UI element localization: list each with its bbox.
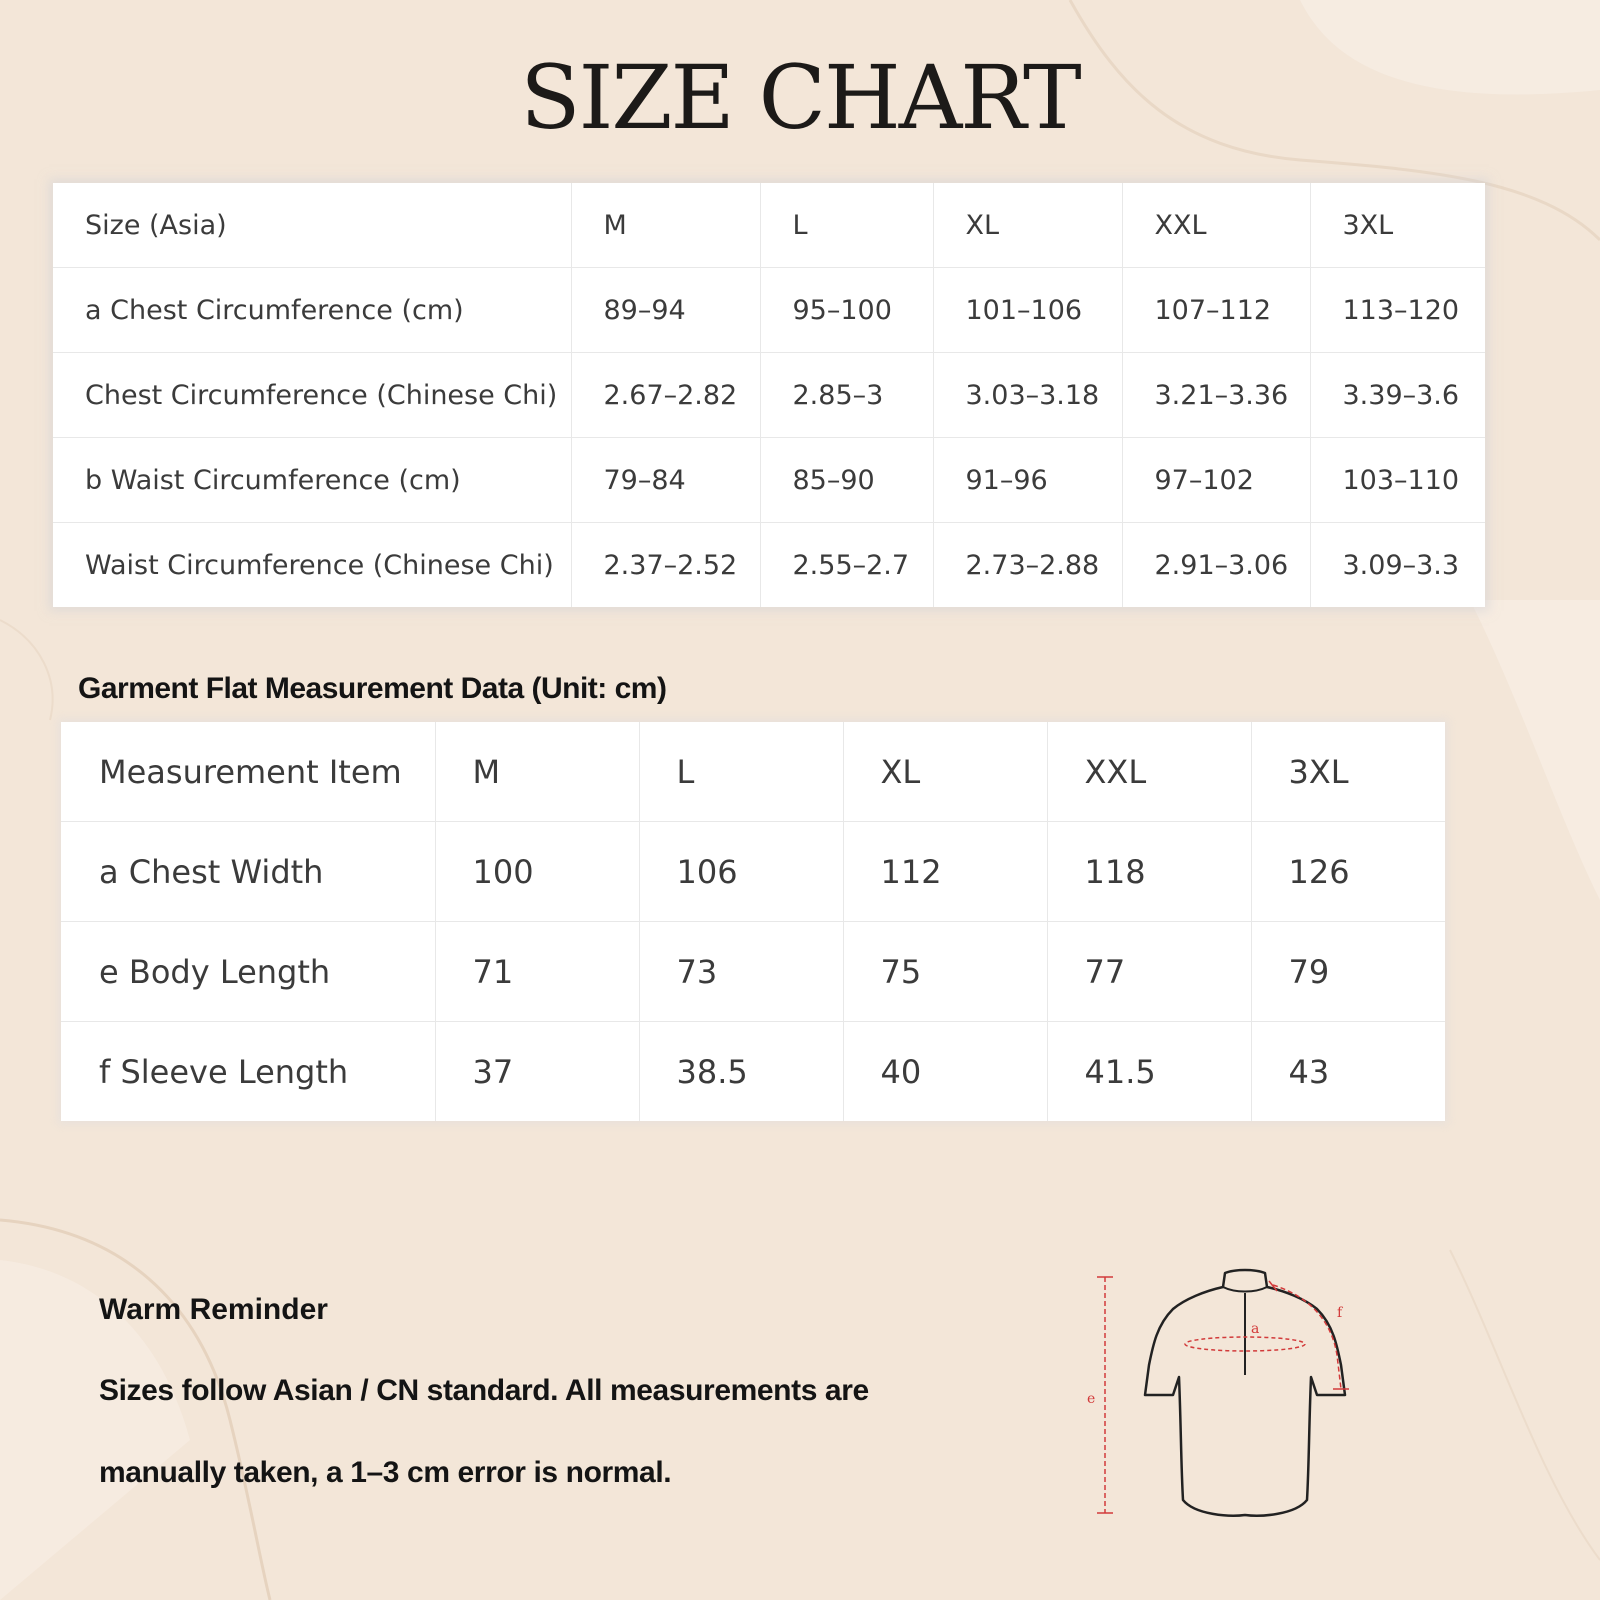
table-header-cell: Measurement Item xyxy=(61,722,435,822)
table-cell: 118 xyxy=(1047,822,1251,922)
table-header-cell: M xyxy=(571,183,760,268)
table-cell: 107–112 xyxy=(1122,268,1310,353)
table-header-cell: XXL xyxy=(1122,183,1310,268)
table-cell: 38.5 xyxy=(639,1022,843,1122)
table-header-cell: L xyxy=(760,183,933,268)
table-row xyxy=(61,822,1445,922)
table-cell: 103–110 xyxy=(1310,438,1485,523)
table-cell: 79–84 xyxy=(571,438,760,523)
table-cell: 3.39–3.6 xyxy=(1310,353,1485,438)
table-cell: 97–102 xyxy=(1122,438,1310,523)
table-cell: 71 xyxy=(435,922,639,1022)
table-cell: 113–120 xyxy=(1310,268,1485,353)
table-header-cell: L xyxy=(639,722,843,822)
table-cell: 112 xyxy=(843,822,1047,922)
table-header-cell: 3XL xyxy=(1251,722,1445,822)
table-cell: Chest Circumference (Chinese Chi) xyxy=(53,353,571,438)
table-cell: 2.67–2.82 xyxy=(571,353,760,438)
table-header-cell: XXL xyxy=(1047,722,1251,822)
table-cell: 75 xyxy=(843,922,1047,1022)
table-row xyxy=(61,1022,1445,1122)
table-cell: 40 xyxy=(843,1022,1047,1122)
table-cell: 101–106 xyxy=(933,268,1122,353)
table-cell: a Chest Width xyxy=(61,822,435,922)
jersey-measurement-diagram xyxy=(1085,1265,1385,1535)
table-cell: f Sleeve Length xyxy=(61,1022,435,1122)
page-title: SIZE CHART xyxy=(520,46,1080,149)
table-cell: 91–96 xyxy=(933,438,1122,523)
garment-table xyxy=(61,722,1445,1121)
table-header-row xyxy=(53,183,1485,268)
table-header-cell: XL xyxy=(933,183,1122,268)
table-cell: 2.85–3 xyxy=(760,353,933,438)
garment-heading: Garment Flat Measurement Data (Unit: cm) xyxy=(78,672,667,705)
table-row xyxy=(53,438,1485,523)
table-row xyxy=(53,353,1485,438)
size-table xyxy=(53,183,1485,607)
label-e: e xyxy=(1087,1391,1096,1407)
table-cell: 2.91–3.06 xyxy=(1122,523,1310,608)
label-f: f xyxy=(1337,1305,1343,1321)
table-cell: 89–94 xyxy=(571,268,760,353)
table-cell: 41.5 xyxy=(1047,1022,1251,1122)
table-cell: 2.37–2.52 xyxy=(571,523,760,608)
table-cell: 37 xyxy=(435,1022,639,1122)
table-cell: 126 xyxy=(1251,822,1445,922)
garment-table-card xyxy=(61,722,1445,1121)
table-cell: 2.73–2.88 xyxy=(933,523,1122,608)
table-row xyxy=(61,922,1445,1022)
table-header-cell: Size (Asia) xyxy=(53,183,571,268)
table-header-cell: XL xyxy=(843,722,1047,822)
size-table-card xyxy=(53,183,1485,607)
label-a: a xyxy=(1251,1321,1260,1337)
table-cell: 2.55–2.7 xyxy=(760,523,933,608)
table-header-cell: M xyxy=(435,722,639,822)
table-cell: 3.21–3.36 xyxy=(1122,353,1310,438)
table-cell: 73 xyxy=(639,922,843,1022)
reminder-text-line: manually taken, a 1–3 cm error is normal. xyxy=(99,1456,672,1489)
table-cell: b Waist Circumference (cm) xyxy=(53,438,571,523)
table-cell: e Body Length xyxy=(61,922,435,1022)
table-cell: 95–100 xyxy=(760,268,933,353)
table-cell: 43 xyxy=(1288,1052,1330,1091)
table-cell: 100 xyxy=(435,822,639,922)
table-cell: a Chest Circumference (cm) xyxy=(53,268,571,353)
table-cell: 79 xyxy=(1251,922,1445,1022)
table-cell: 85–90 xyxy=(760,438,933,523)
reminder-title: Warm Reminder xyxy=(99,1293,328,1326)
reminder-text-line: Sizes follow Asian / CN standard. All measurements are xyxy=(99,1374,869,1407)
table-cell: Waist Circumference (Chinese Chi) xyxy=(53,523,571,608)
table-row xyxy=(53,268,1485,353)
table-cell: 3.09–3.3 xyxy=(1342,549,1460,581)
table-header-row xyxy=(61,722,1445,822)
table-cell: 3.03–3.18 xyxy=(933,353,1122,438)
table-header-cell: 3XL xyxy=(1310,183,1485,268)
table-cell: 106 xyxy=(639,822,843,922)
table-row xyxy=(53,523,1485,608)
table-cell: 77 xyxy=(1047,922,1251,1022)
